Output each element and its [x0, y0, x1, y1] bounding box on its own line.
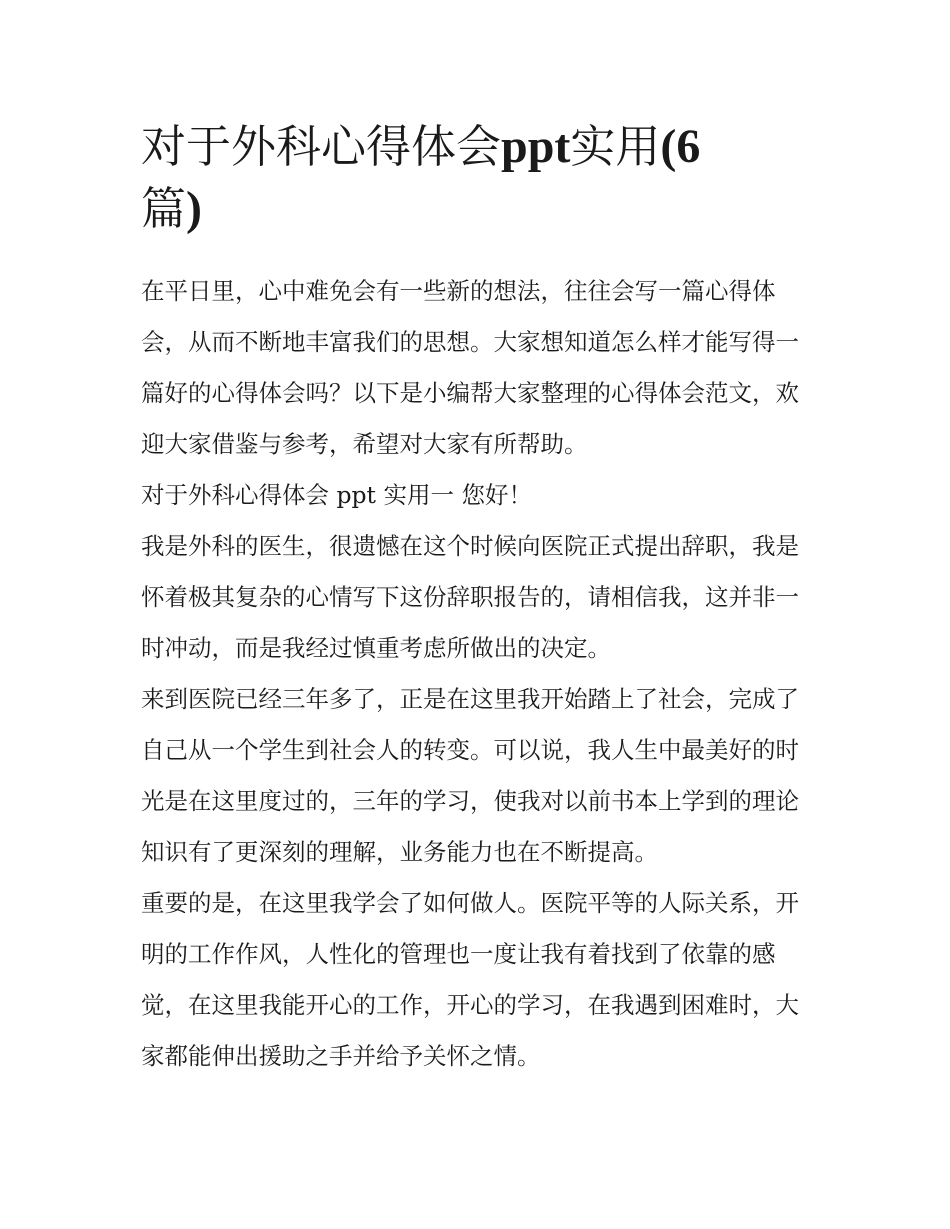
intro-paragraph: 在平日里，心中难免会有一些新的想法，往往会写一篇心得体会，从而不断地丰富我们的思想。大家想知道怎么样才能写得一篇好的心得体会吗？以下是小编帮大家整理的心得体会范文，欢迎大家借鉴与参考，希望对大家有所帮助。 [141, 277, 799, 458]
body-paragraph: 我是外科的医生，很遗憾在这个时候向医院正式提出辞职，我是怀着极其复杂的心情写下这份辞职报告的，请相信我，这并非一时冲动，而是我经过慎重考虑所做出的决定。 [141, 532, 799, 662]
title-part: 篇 [141, 182, 187, 235]
title-part: ) [186, 182, 202, 235]
section-heading-paragraph: 对于外科心得体会 ppt 实用一 您好！ [141, 481, 532, 509]
paragraph-list [141, 266, 813, 1082]
title-part: (6 [660, 120, 701, 173]
document-title [141, 116, 813, 240]
title-part: 实用 [570, 120, 661, 173]
title-part: 对于外科心得体会 [141, 120, 502, 173]
body-paragraph: 重要的是，在这里我学会了如何做人。医院平等的人际关系，开明的工作作风，人性化的管理也一度让我有着找到了依靠的感觉，在这里我能开心的工作，开心的学习，在我遇到困难时，大家都能伸出援助之手并给予关怀之情。 [141, 889, 799, 1070]
title-part: ppt [501, 120, 571, 173]
document-body [141, 116, 813, 1082]
body-paragraph: 来到医院已经三年多了，正是在这里我开始踏上了社会，完成了自己从一个学生到社会人的转变。可以说，我人生中最美好的时光是在这里度过的，三年的学习，使我对以前书本上学到的理论知识有了更深刻的理解，业务能力也在不断提高。 [141, 685, 799, 866]
